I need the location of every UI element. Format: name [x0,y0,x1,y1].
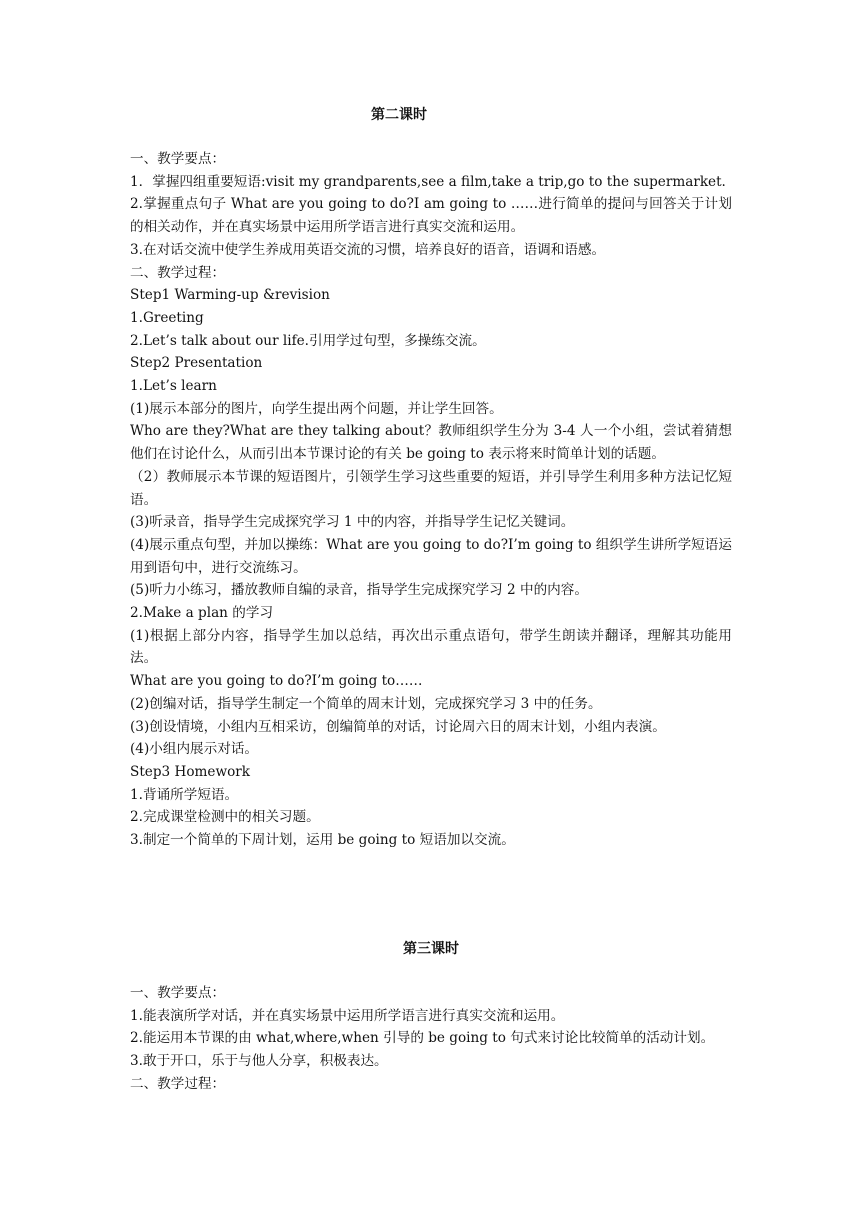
paragraph: (1)根据上部分内容，指导学生加以总结，再次出示重点语句，带学生朗读并翻译，理解其功能用法。 [130,627,732,667]
section-heading: 二、教学过程： [130,1075,226,1092]
paragraph: 2.能运用本节课的由 what,where,when 引导的 be going to 句式来讨论比较简单的活动计划。 [130,1030,715,1047]
section-heading: 一、教学要点： [130,151,226,167]
section-heading: 一、教学要点： [130,985,226,1001]
paragraph: 1．掌握四组重要短语:visit my grandparents,see a film,take a trip,go to the supermarket. [130,173,726,190]
lesson-2-title: 第二课时 [371,107,427,123]
paragraph: （2）教师展示本节课的短语图片，引领学生学习这些重要的短语，并引导学生利用多种方法记忆短语。 [130,468,732,508]
paragraph: (5)听力小练习，播放教师自编的录音，指导学生完成探究学习 2 中的内容。 [130,582,588,599]
paragraph: 1.背诵所学短语。 [130,786,239,803]
paragraph: (2)创编对话，指导学生制定一个简单的周末计划，完成探究学习 3 中的任务。 [130,695,602,712]
paragraph: (3)创设情境，小组内互相采访，创编简单的对话，讨论周六日的周末计划，小组内表演。 [130,718,666,735]
paragraph: (4)展示重点句型，并加以操练：What are you going to do?I’m going to 组织学生讲所学短语运用到语句中，进行交流练习。 [130,536,732,576]
paragraph: 3.在对话交流中使学生养成用英语交流的习惯，培养良好的语音，语调和语感。 [130,241,606,258]
paragraph: (3)听录音，指导学生完成探究学习 1 中的内容，并指导学生记忆关键词。 [130,514,575,531]
step-heading: Step3 Homework [130,763,251,780]
paragraph: 2.Make a plan 的学习 [130,605,274,622]
paragraph: Who are they?What are they talking about？教师组织学生分为 3-4 人一个小组，尝试着猜想他们在讨论什么，从而引出本节课讨论的有关 be going to 表示将来时简单计划的话题。 [130,423,732,463]
step-heading: Step2 Presentation [130,355,263,372]
lesson-2-body [130,148,732,852]
paragraph: 3.制定一个简单的下周计划，运用 be going to 短语加以交流。 [130,832,515,849]
lesson-3-title: 第三课时 [403,941,459,957]
paragraph: 1.Let’s learn [130,378,217,395]
paragraph: What are you going to do?I’m going to…… [130,673,423,690]
paragraph: 2.掌握重点句子 What are you going to do?I am going to ……进行简单的提问与回答关于计划的相关动作，并在真实场景中运用所学语言进行真实交流和运用。 [130,196,732,236]
paragraph: 2.Let’s talk about our life.引用学过句型，多操练交流。 [130,332,486,349]
paragraph: 2.完成课堂检测中的相关习题。 [130,809,320,826]
paragraph: 3.敢于开口，乐于与他人分享，积极表达。 [130,1053,388,1070]
paragraph: 1.Greeting [130,309,204,326]
paragraph: (4)小组内展示对话。 [130,741,259,758]
section-heading: 二、教学过程： [130,264,226,281]
paragraph: (1)展示本部分的图片，向学生提出两个问题，并让学生回答。 [130,400,503,417]
step-heading: Step1 Warming-up &revision [130,287,330,304]
lesson-3-body [130,982,732,1096]
paragraph: 1.能表演所学对话，并在真实场景中运用所学语言进行真实交流和运用。 [130,1007,565,1024]
